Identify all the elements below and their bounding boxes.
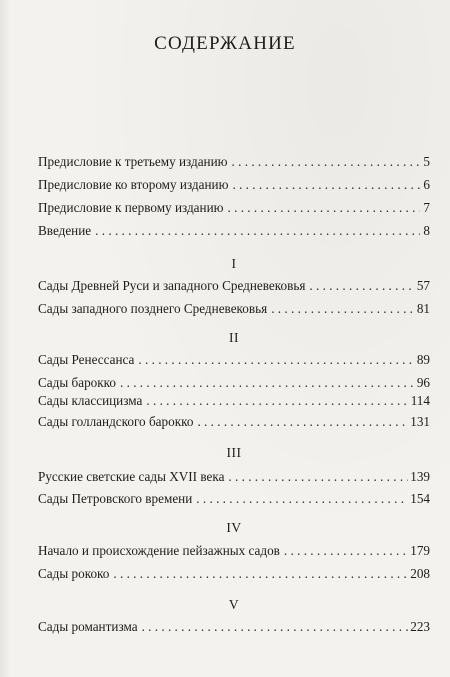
toc-entry[interactable] bbox=[38, 175, 430, 195]
toc-entry-page: 57 bbox=[416, 278, 430, 293]
toc-entry-label: Начало и происхождение пейзажных садов bbox=[38, 543, 280, 558]
toc-entry-page: 7 bbox=[423, 200, 430, 215]
toc-entry[interactable] bbox=[38, 541, 430, 561]
section-heading: I bbox=[231, 256, 237, 271]
toc-entry-page: 223 bbox=[410, 619, 430, 634]
toc-entry-page: 179 bbox=[410, 543, 430, 558]
toc-entry-page: 81 bbox=[416, 301, 430, 316]
leader-dots bbox=[228, 467, 408, 487]
toc-entry-label: Сады голландского барокко bbox=[38, 414, 194, 429]
toc-entry-page: 8 bbox=[423, 223, 430, 238]
toc-entry[interactable] bbox=[38, 152, 430, 172]
toc-entry[interactable] bbox=[38, 412, 430, 432]
leader-dots bbox=[113, 564, 408, 584]
toc-entry-page: 208 bbox=[410, 566, 430, 581]
toc-entry[interactable] bbox=[38, 391, 430, 411]
toc-entry-page: 6 bbox=[423, 177, 430, 192]
leader-dots bbox=[95, 221, 420, 241]
toc-entry[interactable] bbox=[38, 564, 430, 584]
section-heading: II bbox=[229, 330, 239, 345]
toc-entry-label: Сады барокко bbox=[38, 375, 117, 390]
toc-entry-label: Предисловие к первому изданию bbox=[38, 200, 224, 215]
toc-entry[interactable] bbox=[38, 489, 430, 509]
toc-entry[interactable] bbox=[38, 350, 430, 370]
toc-entry-label: Сады рококо bbox=[38, 566, 110, 581]
toc-entry-page: 89 bbox=[416, 352, 430, 367]
toc-entry[interactable] bbox=[38, 617, 430, 637]
toc-entry-label: Русские светские сады XVII века bbox=[38, 469, 225, 484]
toc-entry[interactable] bbox=[38, 299, 430, 319]
section-heading: IV bbox=[226, 520, 242, 535]
leader-dots bbox=[197, 412, 408, 432]
leader-dots bbox=[284, 541, 408, 561]
toc-entry-label: Сады западного позднего Средневековья bbox=[38, 301, 268, 316]
toc-entry-page: 96 bbox=[416, 375, 430, 390]
toc-entry-page: 131 bbox=[410, 414, 430, 429]
leader-dots bbox=[142, 617, 409, 637]
toc-entry-page: 114 bbox=[410, 393, 430, 408]
toc-entry-label: Сады романтизма bbox=[38, 619, 138, 634]
toc-entry-label: Сады Петровского времени bbox=[38, 491, 193, 506]
leader-dots bbox=[232, 152, 420, 172]
toc-entry[interactable] bbox=[38, 198, 430, 218]
toc-entry-label: Предисловие ко второму изданию bbox=[38, 177, 229, 192]
toc-entry-label: Сады классицизма bbox=[38, 393, 143, 408]
toc-entry-label: Сады Ренессанса bbox=[38, 352, 135, 367]
toc-entry[interactable] bbox=[38, 467, 430, 487]
toc-entry[interactable] bbox=[38, 373, 430, 393]
toc-entry-label: Введение bbox=[38, 223, 92, 238]
toc-entry-label: Сады Древней Руси и западного Средневековья bbox=[38, 278, 306, 293]
section-heading: III bbox=[226, 445, 242, 460]
toc-entry-page: 154 bbox=[410, 491, 430, 506]
toc-entry[interactable] bbox=[38, 221, 430, 241]
toc-entry-page: 5 bbox=[423, 154, 430, 169]
leader-dots bbox=[138, 350, 414, 370]
leader-dots bbox=[196, 489, 408, 509]
leader-dots bbox=[271, 299, 415, 319]
leader-dots bbox=[146, 391, 408, 411]
page-title: СОДЕРЖАНИЕ bbox=[154, 33, 296, 54]
leader-dots bbox=[232, 175, 420, 195]
toc-entry-page: 139 bbox=[410, 469, 430, 484]
toc-entry[interactable] bbox=[38, 276, 430, 296]
leader-dots bbox=[309, 276, 414, 296]
section-heading: V bbox=[228, 597, 240, 612]
toc-entry-label: Предисловие к третьему изданию bbox=[38, 154, 228, 169]
leader-dots bbox=[228, 198, 420, 218]
leader-dots bbox=[120, 373, 415, 393]
